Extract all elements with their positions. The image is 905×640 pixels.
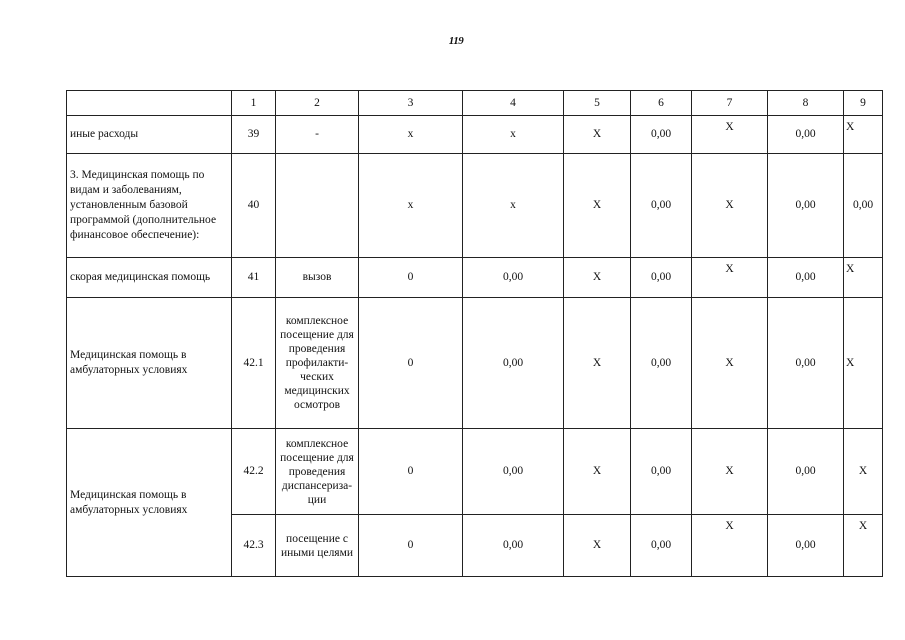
table-header-row (67, 91, 883, 116)
table-cell: 0,00 (768, 258, 844, 298)
table-cell: 0,00 (768, 298, 844, 429)
table-cell: 0 (359, 515, 463, 577)
table-cell: X (692, 258, 768, 298)
header-cell: 1 (232, 91, 276, 116)
table-cell: 0,00 (768, 116, 844, 154)
header-cell: 6 (631, 91, 692, 116)
table-cell: 39 (232, 116, 276, 154)
table-cell: 0 (359, 258, 463, 298)
table-cell: X (564, 154, 631, 258)
table-cell: 0,00 (631, 298, 692, 429)
table-cell: 0,00 (631, 429, 692, 515)
table-cell: X (692, 154, 768, 258)
table-cell: 0,00 (463, 258, 564, 298)
table-cell: 0,00 (631, 258, 692, 298)
data-table (66, 90, 883, 577)
table-cell: вызов (276, 258, 359, 298)
table-cell: 0,00 (768, 429, 844, 515)
table-row (67, 116, 883, 154)
table-cell: 0,00 (463, 515, 564, 577)
row-name: Медицинская помощь в амбулаторных условиях (67, 298, 232, 429)
table-cell: 0,00 (631, 154, 692, 258)
table-cell: x (463, 154, 564, 258)
table-cell: X (692, 515, 768, 577)
header-cell (67, 91, 232, 116)
table-cell: 41 (232, 258, 276, 298)
table-cell: X (844, 298, 883, 429)
table-cell: 40 (232, 154, 276, 258)
table-cell: X (564, 515, 631, 577)
table-cell: x (359, 116, 463, 154)
header-cell: 2 (276, 91, 359, 116)
table-cell: 0 (359, 429, 463, 515)
table-cell: x (463, 116, 564, 154)
table-cell: 42.2 (232, 429, 276, 515)
table-cell: X (692, 298, 768, 429)
table-cell: X (564, 258, 631, 298)
header-cell: 3 (359, 91, 463, 116)
table-cell: 42.1 (232, 298, 276, 429)
table-cell: 42.3 (232, 515, 276, 577)
table-row (67, 298, 883, 429)
table-cell: X (844, 116, 883, 154)
header-cell: 5 (564, 91, 631, 116)
table-cell: X (844, 258, 883, 298)
header-cell: 8 (768, 91, 844, 116)
table-cell: 0,00 (631, 116, 692, 154)
table-cell (276, 154, 359, 258)
table-cell: X (564, 429, 631, 515)
table-cell: X (692, 429, 768, 515)
table-cell: X (564, 116, 631, 154)
table-cell: X (692, 116, 768, 154)
table-row (67, 258, 883, 298)
table-cell: X (844, 429, 883, 515)
table-cell: 0,00 (768, 515, 844, 577)
header-cell: 9 (844, 91, 883, 116)
service-cell: посещение с иными целями (276, 515, 359, 577)
table-cell: x (359, 154, 463, 258)
row-name: Медицинская помощь в амбулаторных условиях (67, 429, 232, 577)
table-cell: X (564, 298, 631, 429)
row-name: скорая медицинская помощь (67, 258, 232, 298)
service-cell: комплексное посещение для проведения диспансериза-ции (276, 429, 359, 515)
service-cell: комплексное посещение для проведения профилакти-ческих медицинских осмотров (276, 298, 359, 429)
header-cell: 4 (463, 91, 564, 116)
row-name: 3. Медицинская помощь по видам и заболеваниям, установленным базовой программой (дополнительное финансовое обеспечение): (67, 154, 232, 258)
table-cell: X (844, 515, 883, 577)
table-cell: 0,00 (768, 154, 844, 258)
table-cell: 0,00 (631, 515, 692, 577)
page-number: 119 (448, 35, 464, 47)
table-cell: - (276, 116, 359, 154)
table-cell: 0,00 (844, 154, 883, 258)
row-name: иные расходы (67, 116, 232, 154)
table-cell: 0,00 (463, 429, 564, 515)
header-cell: 7 (692, 91, 768, 116)
table-cell: 0,00 (463, 298, 564, 429)
table-cell: 0 (359, 298, 463, 429)
table-row (67, 429, 883, 515)
table-row (67, 154, 883, 258)
